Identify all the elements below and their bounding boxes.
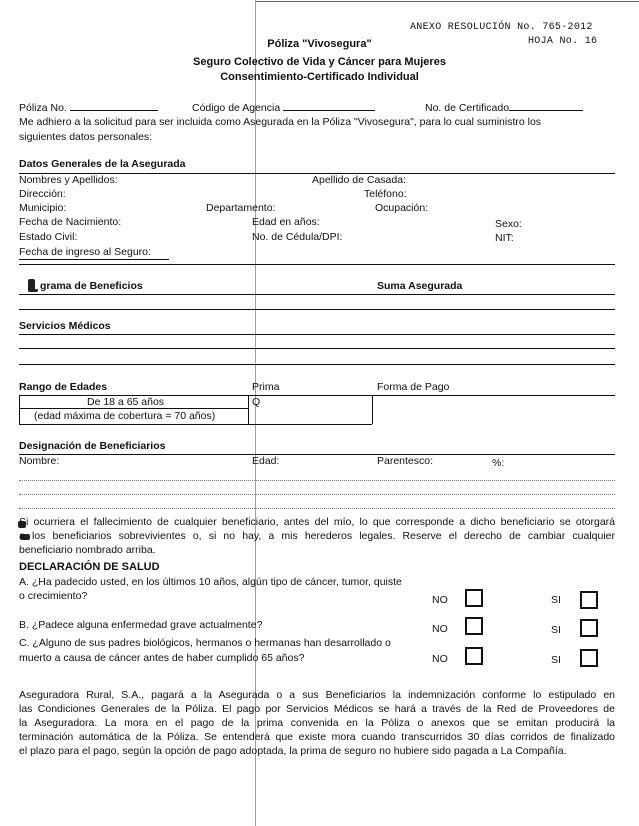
civil-status-label: Estado Civil: — [19, 231, 78, 243]
premium-left-border — [248, 395, 249, 424]
question-a-no-label: NO — [432, 594, 448, 606]
sum-insured-heading: Suma Asegurada — [377, 280, 463, 292]
top-border — [255, 1, 639, 2]
subtitle-coverage: Seguro Colectivo de Vida y Cáncer para Mujeres — [193, 56, 446, 68]
question-c-line-2: muerto a causa de cáncer antes de haber cumplido 65 años? — [19, 652, 305, 664]
question-c-line-1: C. ¿Alguno de sus padres biológicos, hermanos o hermanas han desarrollado o — [19, 637, 391, 649]
age-range-bottom-rule — [19, 424, 248, 425]
closing-line-5: el plazo para el pago, según la opción de pago adoptada, la prima de seguro no hubiere sido pagada a La Compañía. — [19, 745, 567, 757]
beneficiary-clause-line-1: Si ocurriera el fallecimiento de cualquier beneficiario, antes del mío, lo que corresponde a dicho beneficiario se otorgará — [19, 516, 615, 528]
premium-currency-symbol: Q — [252, 396, 261, 408]
closing-line-3: la Aseguradora. La mora en el pago de la prima convenida en la Póliza o anexos que se emitan producirá la — [19, 717, 615, 729]
closing-line-4: terminación automática de la Póliza. Se entenderá que existe mora cuando transcurridos 30 días corridos de finalizado — [19, 731, 615, 743]
question-c-yes-checkbox[interactable] — [580, 649, 598, 667]
entry-date-label: Fecha de ingreso al Seguro: — [19, 246, 151, 258]
agency-code-label: Código de Agencia — [192, 102, 281, 114]
address-label: Dirección: — [19, 188, 66, 200]
insured-data-heading: Datos Generales de la Asegurada — [19, 158, 186, 170]
age-range-value: De 18 a 65 años — [87, 396, 165, 408]
beneficiary-row-line — [19, 494, 615, 495]
question-a-no-checkbox[interactable] — [465, 589, 483, 607]
certificate-number-field[interactable] — [425, 102, 583, 114]
question-b-line-1: B. ¿Padece alguna enfermedad grave actualmente? — [19, 619, 263, 631]
entry-date-underline — [19, 259, 169, 260]
municipality-label: Municipio: — [19, 202, 67, 214]
premium-bottom-rule — [248, 424, 372, 425]
id-number-label: No. de Cédula/DPI: — [252, 231, 343, 243]
question-a-line-2: o crecimiento? — [19, 590, 88, 602]
question-c-no-label: NO — [432, 653, 448, 665]
premium-label: Prima — [252, 381, 280, 393]
beneficiary-relationship-label: Parentesco: — [377, 455, 434, 467]
policy-number-field[interactable] — [19, 102, 158, 114]
question-a-line-1: A. ¿Ha padecido usted, en los últimos 10 años, algún tipo de cáncer, tumor, quiste — [19, 576, 402, 588]
closing-line-2: las Condiciones Generales de la Póliza. El pago por Servicios Médicos se hará a través de la Red de Proveedores de — [19, 703, 615, 715]
agency-code-field[interactable] — [192, 102, 375, 114]
max-coverage-note: (edad máxima de cobertura = 70 años) — [34, 410, 216, 422]
beneficiary-clause-line-3: beneficiario nombrado arriba. — [19, 544, 156, 556]
question-b-yes-checkbox[interactable] — [580, 619, 598, 637]
age-years-label: Edad en años: — [252, 216, 320, 228]
birth-date-label: Fecha de Nacimiento: — [19, 216, 122, 228]
intro-line-2: siguientes datos personales: — [19, 131, 153, 143]
question-a-yes-label: SI — [551, 594, 561, 606]
medical-services-row-rule — [19, 348, 615, 349]
names-label: Nombres y Apellidos: — [19, 174, 118, 186]
question-b-no-checkbox[interactable] — [465, 617, 483, 635]
policy-number-label: Póliza No. — [19, 102, 67, 114]
sex-label: Sexo: — [495, 218, 522, 230]
benefits-rule — [19, 294, 615, 295]
question-b-no-label: NO — [432, 623, 448, 635]
department-label: Departamento: — [206, 202, 276, 214]
beneficiary-clause-line-2: a los beneficiarios sobrevivientes o, si no hay, a mis herederos legales. Reserve el derecho de cambiar cualquier — [19, 530, 615, 542]
policy-title: Póliza "Vivosegura" — [267, 38, 372, 50]
beneficiary-name-label: Nombre: — [19, 455, 60, 467]
closing-line-1: Aseguradora Rural, S.A., pagará a la Asegurada o a sus Beneficiarios la indemnización conforme lo estipulado en — [19, 689, 615, 701]
age-range-mid-rule — [19, 408, 248, 409]
annex-resolution: ANEXO RESOLUCIÓN No. 765-2012 — [410, 22, 593, 33]
certificate-number-label: No. de Certificado — [425, 102, 510, 114]
beneficiary-age-label: Edad: — [252, 455, 280, 467]
medical-services-rule — [19, 334, 615, 335]
intro-line-1: Me adhiero a la solicitud para ser incluida como Asegurada en la Póliza "Vivosegura", para lo cual suministro los — [19, 116, 542, 128]
beneficiaries-top-rule — [19, 454, 615, 455]
beneficiary-row-line — [19, 480, 615, 481]
scan-smudge — [28, 289, 38, 292]
premium-right-border — [372, 395, 373, 424]
health-heading: DECLARACIÓN DE SALUD — [19, 561, 160, 573]
medical-services-row-rule — [19, 364, 615, 365]
beneficiaries-heading: Designación de Beneficiarios — [19, 440, 166, 452]
payment-form-label: Forma de Pago — [377, 381, 450, 393]
beneficiary-percent-label: %: — [492, 457, 505, 469]
question-b-yes-label: SI — [551, 624, 561, 636]
nit-label: NIT: — [495, 232, 514, 244]
age-range-heading: Rango de Edades — [19, 381, 108, 393]
medical-services-heading: Servicios Médicos — [19, 320, 111, 332]
insured-data-bottom-rule — [19, 264, 615, 265]
benefits-heading: grama de Beneficios — [40, 280, 143, 292]
beneficiary-row-line — [19, 508, 615, 509]
question-c-no-checkbox[interactable] — [465, 647, 483, 665]
sheet-number: HOJA No. 16 — [528, 36, 598, 47]
question-a-yes-checkbox[interactable] — [580, 591, 598, 609]
age-range-left-border — [19, 395, 20, 424]
question-c-yes-label: SI — [551, 654, 561, 666]
subtitle-certificate: Consentimiento-Certificado Individual — [220, 71, 419, 83]
benefits-row-rule — [19, 309, 615, 310]
married-name-label: Apellido de Casada: — [312, 174, 406, 186]
occupation-label: Ocupación: — [375, 202, 429, 214]
phone-label: Teléfono: — [364, 188, 407, 200]
